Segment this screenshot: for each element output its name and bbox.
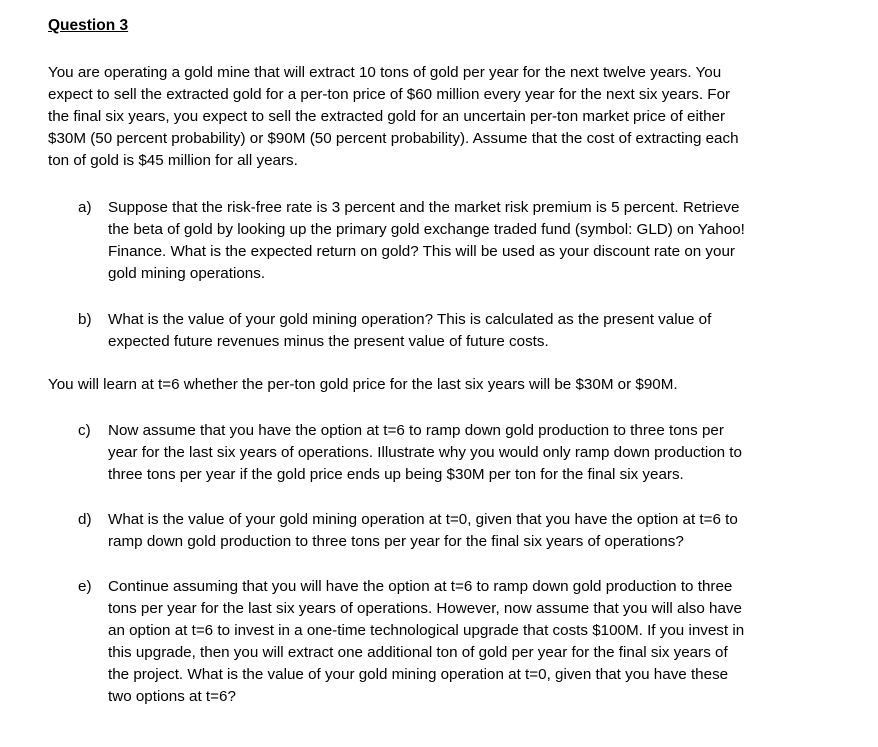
text-line: the beta of gold by looking up the primary gold exchange traded fund (symbol: GLD) on Yahoo! xyxy=(108,221,745,238)
text-line: this upgrade, then you will extract one additional ton of gold per year for the final six years of xyxy=(108,644,728,661)
text-line: You will learn at t=6 whether the per-ton gold price for the last six years will be $30M or $90M. xyxy=(48,376,678,393)
text-line: an option at t=6 to invest in a one-time technological upgrade that costs $100M. If you invest in xyxy=(108,622,745,639)
part-label: b) xyxy=(78,311,92,328)
part-label: a) xyxy=(78,199,92,216)
intro-paragraph xyxy=(48,62,739,172)
text-line: What is the value of your gold mining operation at t=0, given that you have the option at t=6 to xyxy=(108,511,738,528)
text-line: $30M (50 percent probability) or $90M (50 percent probability). Assume that the cost of extracting each xyxy=(48,130,739,147)
question-heading: Question 3 xyxy=(48,17,129,34)
text-line: ramp down gold production to three tons per year for the final six years of operations? xyxy=(108,533,684,550)
text-line: You are operating a gold mine that will extract 10 tons of gold per year for the next twelve years. You xyxy=(48,64,722,81)
part-label: e) xyxy=(78,578,92,595)
text-line: ton of gold is $45 million for all years. xyxy=(48,152,298,169)
text-line: three tons per year if the gold price ends up being $30M per ton for the final six years. xyxy=(108,466,684,483)
text-line: tons per year for the last six years of operations. However, now assume that you will also have xyxy=(108,600,742,617)
text-line: Suppose that the risk-free rate is 3 percent and the market risk premium is 5 percent. Retrieve xyxy=(108,199,740,216)
text-line: two options at t=6? xyxy=(108,688,236,705)
text-line: Continue assuming that you will have the option at t=6 to ramp down gold production to three xyxy=(108,578,733,595)
text-line: expected future revenues minus the present value of future costs. xyxy=(108,333,549,350)
part-label: c) xyxy=(78,422,91,439)
interlude-paragraph xyxy=(48,374,678,396)
text-line: Finance. What is the expected return on gold? This will be used as your discount rate on your xyxy=(108,243,735,260)
text-line: expect to sell the extracted gold for a per-ton price of $60 million every year for the next six years. For xyxy=(48,86,731,103)
text-line: year for the last six years of operations. Illustrate why you would only ramp down production to xyxy=(108,444,742,461)
text-line: the final six years, you expect to sell the extracted gold for an uncertain per-ton market price of either xyxy=(48,108,726,125)
text-line: the project. What is the value of your gold mining operation at t=0, given that you have these xyxy=(108,666,729,683)
text-line: gold mining operations. xyxy=(108,265,266,282)
text-line: Now assume that you have the option at t=6 to ramp down gold production to three tons per xyxy=(108,422,724,439)
text-line: What is the value of your gold mining operation? This is calculated as the present value of xyxy=(108,311,712,328)
part-label: d) xyxy=(78,511,92,528)
